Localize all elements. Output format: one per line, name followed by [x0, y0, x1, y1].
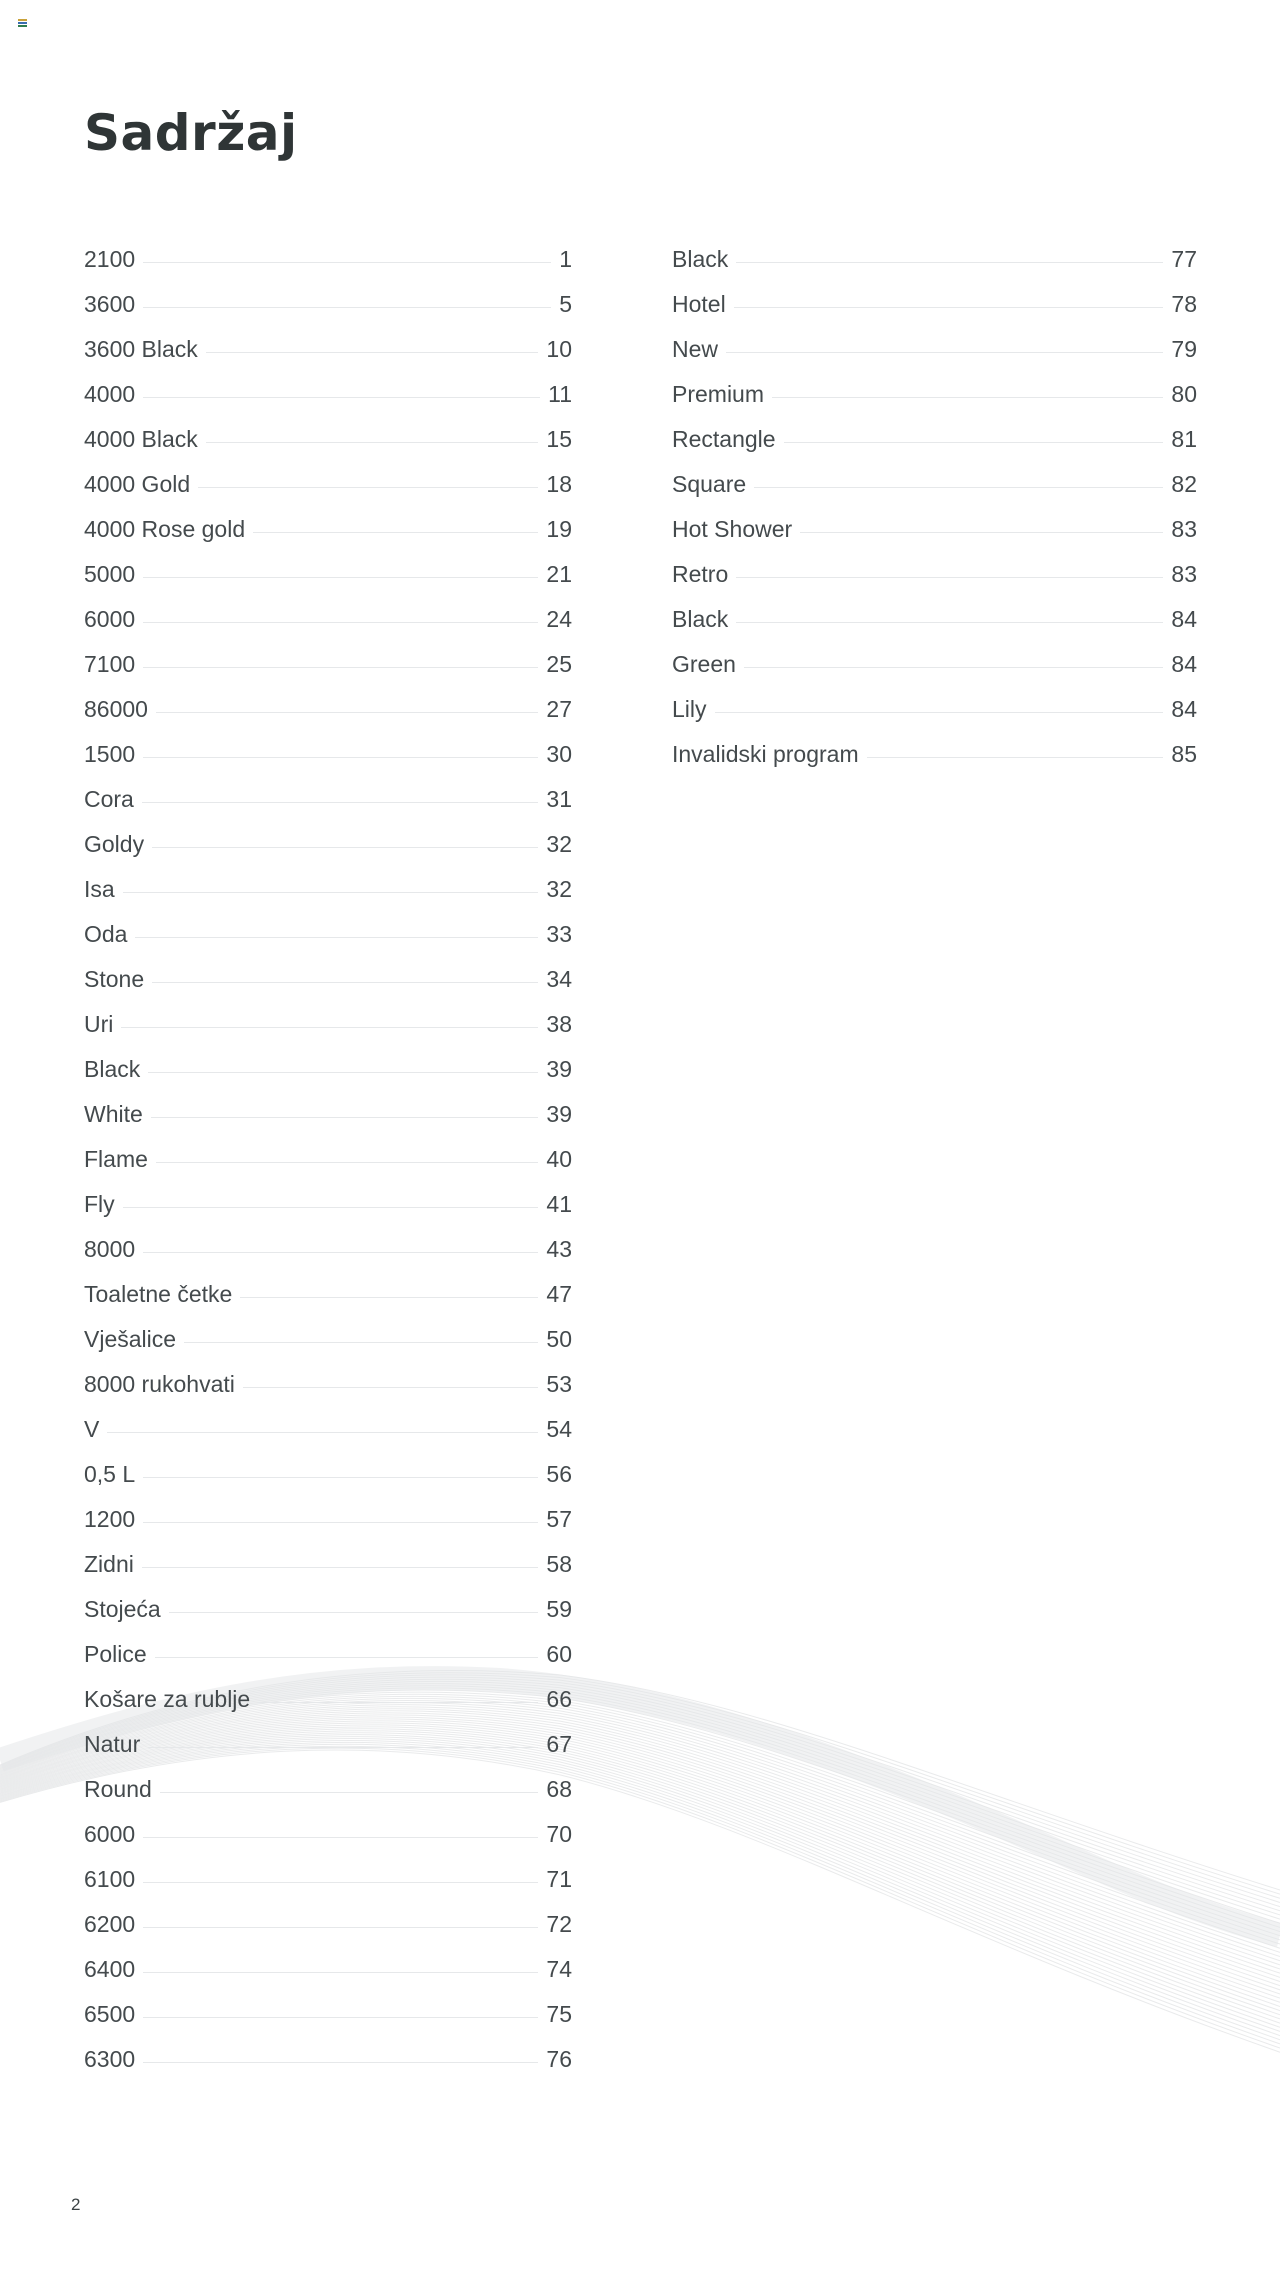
toc-entry-label: Hotel — [672, 291, 726, 317]
toc-entry-label: Lily — [672, 696, 707, 722]
toc-entry-page: 15 — [546, 426, 572, 452]
toc-entry[interactable] — [84, 966, 572, 1011]
toc-entry-page: 77 — [1171, 246, 1197, 272]
toc-leader-line — [155, 1657, 539, 1658]
toc-entry-page: 76 — [546, 2046, 572, 2072]
toc-entry[interactable] — [84, 1191, 572, 1236]
toc-leader-line — [143, 1927, 538, 1928]
toc-leader-line — [243, 1387, 539, 1388]
toc-entry-label: Black — [672, 606, 729, 632]
toc-entry[interactable] — [84, 1731, 572, 1776]
toc-leader-line — [867, 757, 1164, 758]
toc-entry-page: 10 — [546, 336, 572, 362]
toc-entry-page: 39 — [546, 1101, 572, 1127]
toc-entry-page: 19 — [546, 516, 572, 542]
toc-leader-line — [772, 397, 1163, 398]
toc-entry-page: 24 — [546, 606, 572, 632]
toc-entry-page: 40 — [546, 1146, 572, 1172]
toc-entry-page: 59 — [546, 1596, 572, 1622]
toc-entry[interactable] — [84, 2046, 572, 2091]
toc-leader-line — [152, 847, 538, 848]
toc-entry-label: New — [672, 336, 719, 362]
toc-leader-line — [184, 1342, 538, 1343]
toc-entry[interactable] — [672, 336, 1197, 381]
toc-leader-line — [148, 1072, 538, 1073]
toc-entry[interactable] — [672, 651, 1197, 696]
toc-entry[interactable] — [672, 291, 1197, 336]
toc-entry[interactable] — [84, 381, 572, 426]
toc-entry-label: 3600 Black — [84, 336, 198, 362]
toc-entry-page: 70 — [546, 1821, 572, 1847]
toc-entry-label: 8000 rukohvati — [84, 1371, 235, 1397]
toc-leader-line — [754, 487, 1163, 488]
toc-entry-page: 1 — [559, 246, 572, 272]
toc-entry-page: 74 — [546, 1956, 572, 1982]
toc-entry-label: 4000 — [84, 381, 136, 407]
toc-entry-page: 21 — [546, 561, 572, 587]
toc-entry-label: 7100 — [84, 651, 136, 677]
toc-entry-label: Green — [672, 651, 736, 677]
toc-entry[interactable] — [672, 741, 1197, 786]
toc-entry-label: Goldy — [84, 831, 145, 857]
toc-leader-line — [121, 1027, 538, 1028]
toc-entry-label: Uri — [84, 1011, 114, 1037]
toc-entry[interactable] — [84, 471, 572, 516]
toc-entry[interactable] — [84, 1281, 572, 1326]
toc-entry-page: 32 — [546, 876, 572, 902]
toc-entry[interactable] — [84, 696, 572, 741]
toc-entry-page: 30 — [546, 741, 572, 767]
toc-leader-line — [152, 982, 538, 983]
toc-leader-line — [206, 442, 539, 443]
toc-entry[interactable] — [672, 381, 1197, 426]
toc-entry-label: 86000 — [84, 696, 148, 722]
toc-leader-line — [143, 2017, 538, 2018]
toc-leader-line — [736, 577, 1163, 578]
toc-entry-page: 18 — [546, 471, 572, 497]
toc-entry-label: Cora — [84, 786, 134, 812]
toc-entry-label: Invalidski program — [672, 741, 859, 767]
toc-entry-page: 27 — [546, 696, 572, 722]
toc-entry-label: 0,5 L — [84, 1461, 136, 1487]
toc-entry[interactable] — [84, 1506, 572, 1551]
toc-leader-line — [736, 622, 1163, 623]
toc-entry-page: 25 — [546, 651, 572, 677]
toc-leader-line — [143, 1522, 538, 1523]
toc-entry[interactable] — [84, 1461, 572, 1506]
toc-entry-page: 11 — [548, 381, 572, 407]
toc-entry-page: 56 — [546, 1461, 572, 1487]
toc-leader-line — [143, 397, 540, 398]
toc-leader-line — [143, 1252, 538, 1253]
toc-entry-page: 58 — [546, 1551, 572, 1577]
toc-leader-line — [253, 532, 538, 533]
toc-entry[interactable] — [84, 336, 572, 381]
toc-entry-label: 6200 — [84, 1911, 136, 1937]
toc-entry-page: 75 — [546, 2001, 572, 2027]
toc-entry[interactable] — [84, 831, 572, 876]
toc-leader-line — [800, 532, 1163, 533]
toc-entry[interactable] — [672, 516, 1197, 561]
toc-entry[interactable] — [84, 1416, 572, 1461]
toc-entry[interactable] — [84, 1866, 572, 1911]
toc-entry-label: Oda — [84, 921, 128, 947]
toc-entry[interactable] — [84, 1371, 572, 1416]
toc-entry[interactable] — [84, 606, 572, 651]
toc-entry-label: 4000 Rose gold — [84, 516, 246, 542]
toc-leader-line — [169, 1612, 539, 1613]
toc-entry[interactable] — [84, 1776, 572, 1821]
toc-leader-line — [734, 307, 1164, 308]
toc-entry-page: 5 — [559, 291, 572, 317]
toc-entry-label: 6500 — [84, 2001, 136, 2027]
toc-entry-label: 5000 — [84, 561, 136, 587]
toc-entry-label: 6000 — [84, 1821, 136, 1847]
toc-leader-line — [143, 667, 538, 668]
toc-entry-page: 53 — [546, 1371, 572, 1397]
toc-entry-label: Flame — [84, 1146, 148, 1172]
toc-leader-line — [143, 757, 538, 758]
toc-entry-label: 6400 — [84, 1956, 136, 1982]
toc-leader-line — [123, 892, 539, 893]
toc-leader-line — [143, 262, 551, 263]
toc-entry-page: 41 — [546, 1191, 572, 1217]
toc-entry[interactable] — [84, 291, 572, 336]
toc-left-column — [84, 246, 572, 2091]
toc-entry-page: 31 — [546, 786, 572, 812]
toc-leader-line — [206, 352, 539, 353]
toc-entry-page: 71 — [546, 1866, 572, 1892]
toc-entry-page: 84 — [1171, 606, 1197, 632]
toc-entry-label: Toaletne četke — [84, 1281, 233, 1307]
toc-entry[interactable] — [84, 1641, 572, 1686]
toc-entry[interactable] — [84, 921, 572, 966]
toc-entry-label: Police — [84, 1641, 147, 1667]
toc-leader-line — [726, 352, 1163, 353]
toc-entry-label: Black — [672, 246, 729, 272]
toc-entry-page: 78 — [1171, 291, 1197, 317]
toc-leader-line — [143, 1972, 538, 1973]
toc-leader-line — [143, 1477, 538, 1478]
toc-leader-line — [151, 1117, 539, 1118]
toc-right-column — [672, 246, 1197, 786]
toc-leader-line — [143, 577, 538, 578]
toc-entry-page: 47 — [546, 1281, 572, 1307]
toc-leader-line — [156, 1162, 539, 1163]
toc-entry-label: Square — [672, 471, 747, 497]
toc-entry[interactable] — [84, 2001, 572, 2046]
toc-leader-line — [143, 2062, 538, 2063]
toc-entry-page: 85 — [1171, 741, 1197, 767]
toc-entry-label: Rectangle — [672, 426, 776, 452]
toc-entry-label: 1200 — [84, 1506, 136, 1532]
toc-entry-label: 4000 Black — [84, 426, 198, 452]
toc-leader-line — [156, 712, 538, 713]
toc-entry-label: Vješalice — [84, 1326, 177, 1352]
toc-entry-page: 83 — [1171, 516, 1197, 542]
toc-entry[interactable] — [672, 246, 1197, 291]
toc-entry[interactable] — [84, 1056, 572, 1101]
toc-leader-line — [744, 667, 1163, 668]
toc-entry[interactable] — [84, 876, 572, 921]
toc-entry[interactable] — [84, 1956, 572, 2001]
page-number: 2 — [71, 2195, 81, 2214]
toc-entry[interactable] — [84, 516, 572, 561]
toc-entry[interactable] — [84, 1821, 572, 1866]
toc-entry-label: Stojeća — [84, 1596, 161, 1622]
toc-entry-label: 2100 — [84, 246, 136, 272]
toc-entry-label: 1500 — [84, 741, 136, 767]
toc-entry-page: 33 — [546, 921, 572, 947]
toc-entry-page: 83 — [1171, 561, 1197, 587]
toc-leader-line — [160, 1792, 539, 1793]
toc-entry[interactable] — [84, 1911, 572, 1956]
toc-entry-page: 32 — [546, 831, 572, 857]
toc-entry-label: Round — [84, 1776, 152, 1802]
toc-entry-label: Premium — [672, 381, 765, 407]
toc-entry-label: Black — [84, 1056, 141, 1082]
toc-entry[interactable] — [84, 651, 572, 696]
toc-entry[interactable] — [672, 606, 1197, 651]
toc-entry-label: Zidni — [84, 1551, 134, 1577]
toc-entry[interactable] — [84, 1146, 572, 1191]
page-title: Sadržaj — [84, 104, 298, 162]
toc-entry-page: 80 — [1171, 381, 1197, 407]
toc-leader-line — [148, 1747, 538, 1748]
toc-entry-label: 4000 Gold — [84, 471, 191, 497]
toc-entry-label: Hot Shower — [672, 516, 793, 542]
toc-entry-page: 84 — [1171, 696, 1197, 722]
toc-entry-page: 66 — [546, 1686, 572, 1712]
toc-leader-line — [240, 1297, 538, 1298]
toc-entry-label: 8000 — [84, 1236, 136, 1262]
toc-entry-page: 57 — [546, 1506, 572, 1532]
toc-entry[interactable] — [84, 741, 572, 786]
toc-entry-page: 43 — [546, 1236, 572, 1262]
toc-entry-page: 54 — [546, 1416, 572, 1442]
toc-entry-page: 79 — [1171, 336, 1197, 362]
toc-entry[interactable] — [84, 1101, 572, 1146]
toc-entry-label: White — [84, 1101, 143, 1127]
toc-leader-line — [143, 622, 538, 623]
toc-leader-line — [143, 1837, 538, 1838]
toc-entry[interactable] — [84, 1011, 572, 1056]
toc-entry-label: Natur — [84, 1731, 141, 1757]
toc-entry[interactable] — [84, 426, 572, 471]
toc-entry[interactable] — [84, 1236, 572, 1281]
toc-entry[interactable] — [84, 561, 572, 606]
toc-entry[interactable] — [84, 1686, 572, 1731]
toc-leader-line — [123, 1207, 539, 1208]
toc-leader-line — [198, 487, 538, 488]
toc-entry-label: Isa — [84, 876, 115, 902]
toc-entry-page: 72 — [546, 1911, 572, 1937]
toc-entry-label: Fly — [84, 1191, 115, 1217]
toc-entry[interactable] — [672, 471, 1197, 516]
toc-entry-page: 60 — [546, 1641, 572, 1667]
toc-entry-label: 6100 — [84, 1866, 136, 1892]
toc-leader-line — [258, 1702, 538, 1703]
toc-entry[interactable] — [84, 1551, 572, 1596]
toc-entry[interactable] — [84, 786, 572, 831]
toc-entry-label: 6300 — [84, 2046, 136, 2072]
toc-entry-page: 38 — [546, 1011, 572, 1037]
toc-entry-page: 82 — [1171, 471, 1197, 497]
toc-entry-label: Košare za rublje — [84, 1686, 251, 1712]
toc-leader-line — [784, 442, 1164, 443]
toc-entry-page: 68 — [546, 1776, 572, 1802]
toc-leader-line — [736, 262, 1163, 263]
toc-entry-label: Stone — [84, 966, 145, 992]
menu-icon[interactable] — [18, 19, 27, 26]
toc-entry[interactable] — [672, 561, 1197, 606]
toc-entry[interactable] — [84, 246, 572, 291]
toc-entry[interactable] — [84, 1596, 572, 1641]
toc-entry[interactable] — [672, 696, 1197, 741]
toc-entry-page: 84 — [1171, 651, 1197, 677]
toc-entry-label: 3600 — [84, 291, 136, 317]
toc-entry-label: V — [84, 1416, 100, 1442]
toc-leader-line — [107, 1432, 538, 1433]
toc-leader-line — [143, 307, 551, 308]
toc-entry-page: 81 — [1171, 426, 1197, 452]
toc-entry-page: 34 — [546, 966, 572, 992]
toc-entry-label: 6000 — [84, 606, 136, 632]
toc-leader-line — [143, 1882, 538, 1883]
toc-entry[interactable] — [84, 1326, 572, 1371]
toc-entry-page: 39 — [546, 1056, 572, 1082]
toc-leader-line — [142, 1567, 539, 1568]
toc-entry[interactable] — [672, 426, 1197, 471]
toc-entry-page: 50 — [546, 1326, 572, 1352]
toc-leader-line — [135, 937, 538, 938]
toc-leader-line — [142, 802, 539, 803]
toc-leader-line — [715, 712, 1164, 713]
toc-entry-page: 67 — [546, 1731, 572, 1757]
toc-entry-label: Retro — [672, 561, 729, 587]
